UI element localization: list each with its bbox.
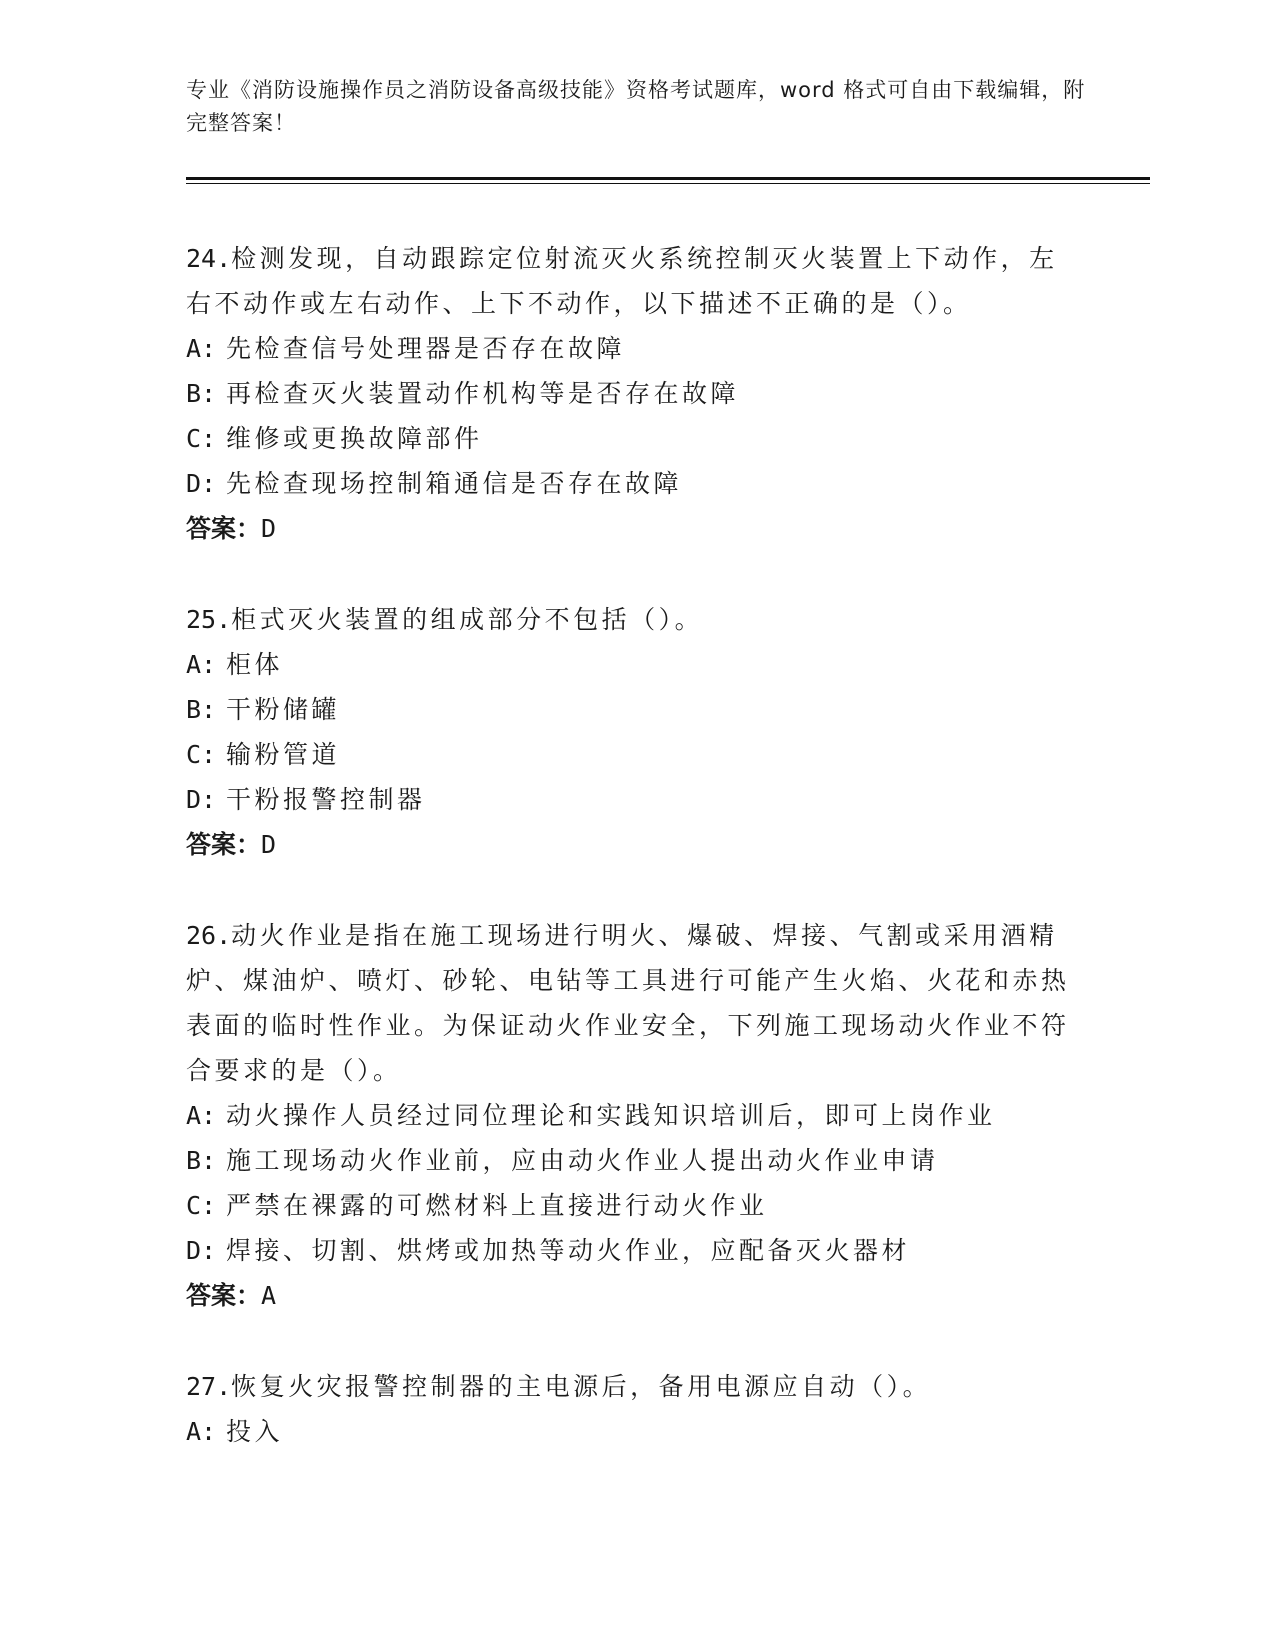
question-stem xyxy=(186,1364,1086,1409)
answer-line xyxy=(186,1273,1086,1318)
question-27 xyxy=(186,1364,1086,1454)
answer-value: D xyxy=(261,830,277,859)
option-text: 施工现场动火作业前，应由动火作业人提出动火作业申请 xyxy=(226,1146,939,1175)
question-26 xyxy=(186,913,1086,1318)
option-text: 再检查灭火装置动作机构等是否存在故障 xyxy=(226,379,740,408)
answer-label: 答案： xyxy=(186,1281,262,1310)
option-text: 严禁在裸露的可燃材料上直接进行动火作业 xyxy=(226,1191,768,1220)
option-letter: D: xyxy=(186,1236,217,1265)
answer-value: D xyxy=(261,514,277,543)
option-c xyxy=(186,732,1086,777)
answer-line xyxy=(186,822,1086,867)
option-a xyxy=(186,326,1086,371)
option-b xyxy=(186,371,1086,416)
header-divider-thin xyxy=(186,183,1150,184)
option-c xyxy=(186,416,1086,461)
option-text: 先检查现场控制箱通信是否存在故障 xyxy=(226,469,683,498)
question-stem xyxy=(186,236,1086,326)
option-text: 输粉管道 xyxy=(226,740,341,769)
option-letter: A: xyxy=(186,1417,217,1446)
header-divider-thick xyxy=(186,177,1150,180)
option-letter: C: xyxy=(186,424,217,453)
option-text: 干粉储罐 xyxy=(226,695,341,724)
option-letter: A: xyxy=(186,334,217,363)
answer-label: 答案： xyxy=(186,514,262,543)
question-number: 26. xyxy=(186,921,232,950)
question-number: 24. xyxy=(186,244,232,273)
answer-label: 答案： xyxy=(186,830,262,859)
option-d xyxy=(186,1228,1086,1273)
question-stem xyxy=(186,597,1086,642)
option-text: 焊接、切割、烘烤或加热等动火作业，应配备灭火器材 xyxy=(226,1236,911,1265)
answer-line xyxy=(186,506,1086,551)
option-text: 干粉报警控制器 xyxy=(226,785,426,814)
option-text: 动火操作人员经过同位理论和实践知识培训后，即可上岗作业 xyxy=(226,1101,996,1130)
question-text: 柜式灭火装置的组成部分不包括（）。 xyxy=(231,605,704,634)
option-b xyxy=(186,687,1086,732)
option-letter: B: xyxy=(186,379,217,408)
question-text: 动火作业是指在施工现场进行明火、爆破、焊接、气割或采用酒精炉、煤油炉、喷灯、砂轮、电钻等工具进行可能产生火焰、火花和赤热表面的临时性作业。为保证动火作业安全，下列施工现场动火作业不符合要求的是（）。 xyxy=(186,921,1070,1085)
option-letter: C: xyxy=(186,1191,217,1220)
question-number: 25. xyxy=(186,605,232,634)
option-a xyxy=(186,642,1086,687)
question-stem xyxy=(186,913,1086,1093)
option-text: 先检查信号处理器是否存在故障 xyxy=(226,334,626,363)
question-25 xyxy=(186,597,1086,867)
question-text: 检测发现，自动跟踪定位射流灭火系统控制灭火装置上下动作，左右不动作或左右动作、上下不动作，以下描述不正确的是（）。 xyxy=(186,244,1058,318)
question-number: 27. xyxy=(186,1372,232,1401)
question-24 xyxy=(186,236,1086,551)
option-c xyxy=(186,1183,1086,1228)
option-letter: D: xyxy=(186,469,217,498)
option-text: 投入 xyxy=(226,1417,284,1446)
option-text: 维修或更换故障部件 xyxy=(226,424,483,453)
option-d xyxy=(186,777,1086,822)
option-letter: D: xyxy=(186,785,217,814)
option-b xyxy=(186,1138,1086,1183)
option-letter: A: xyxy=(186,650,217,679)
option-letter: B: xyxy=(186,695,217,724)
option-letter: B: xyxy=(186,1146,217,1175)
option-letter: A: xyxy=(186,1101,217,1130)
question-list xyxy=(186,236,1086,1500)
question-text: 恢复火灾报警控制器的主电源后，备用电源应自动（）。 xyxy=(231,1372,932,1401)
option-text: 柜体 xyxy=(226,650,284,679)
option-a xyxy=(186,1409,1086,1454)
option-a xyxy=(186,1093,1086,1138)
document-header: 专业《消防设施操作员之消防设备高级技能》资格考试题库，word 格式可自由下载编辑，附完整答案！ xyxy=(186,78,1086,135)
option-letter: C: xyxy=(186,740,217,769)
option-d xyxy=(186,461,1086,506)
answer-value: A xyxy=(261,1281,277,1310)
